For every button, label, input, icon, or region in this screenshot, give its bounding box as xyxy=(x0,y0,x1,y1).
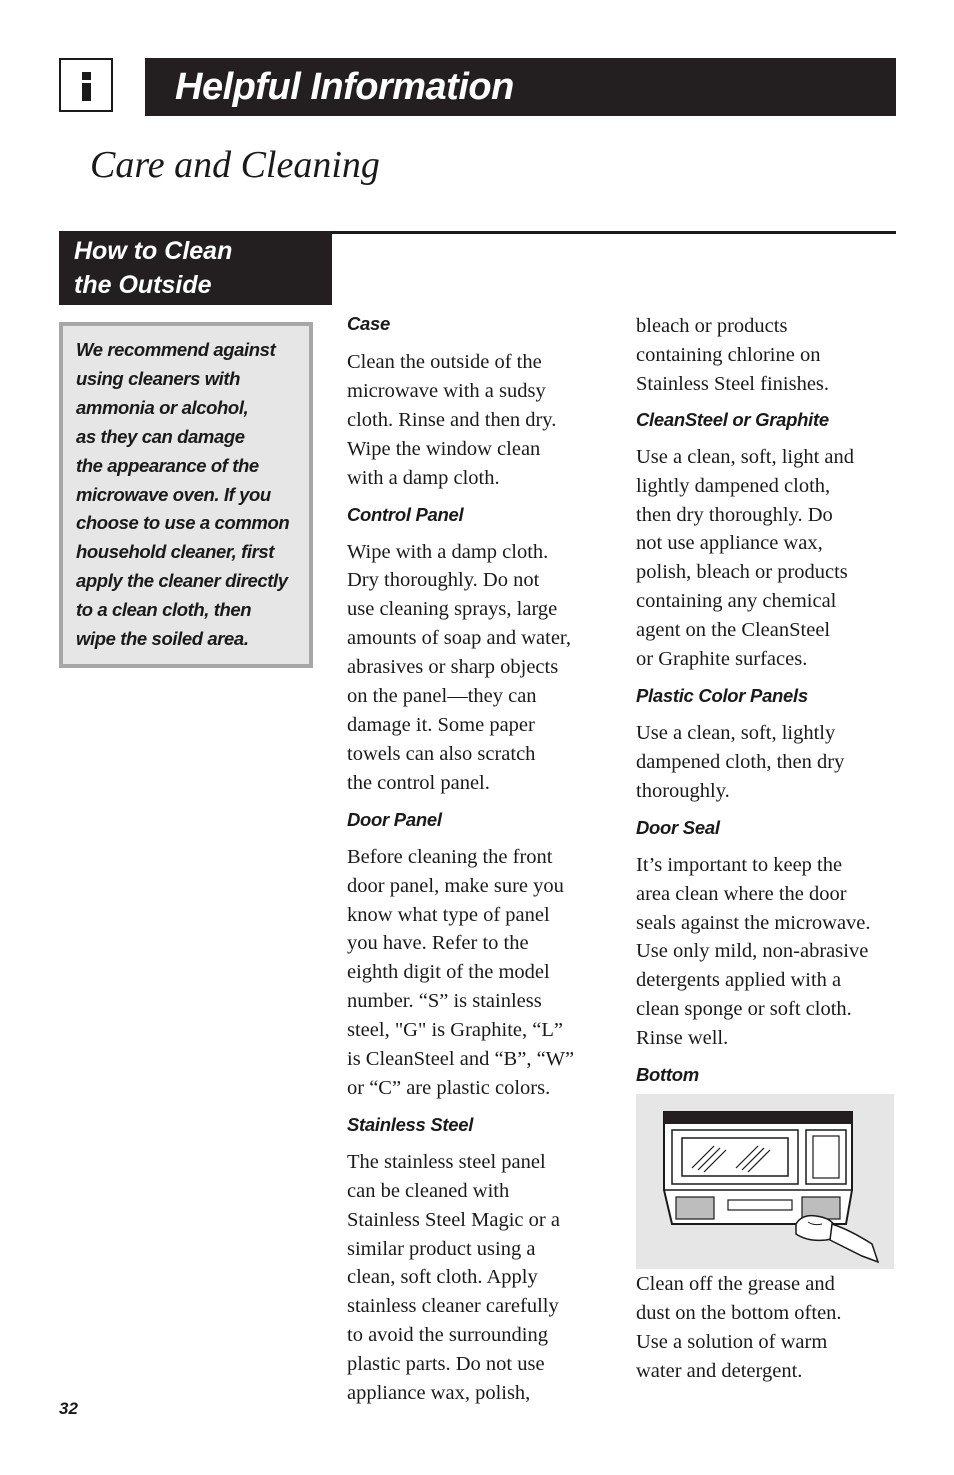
section-divider xyxy=(331,231,896,234)
page-number: 32 xyxy=(59,1399,78,1418)
door-panel-section xyxy=(347,808,609,1103)
control-panel-text: Wipe with a damp cloth. Dry thoroughly. Do not use cleaning sprays, large amounts of soap and water, abrasives or sharp objects on the panel—they can damage it. Some paper towels can also scratch the control panel. xyxy=(347,540,572,794)
microwave-bottom-cleaning-illustration xyxy=(636,1094,894,1269)
page-title: Care and Cleaning xyxy=(90,144,380,186)
case-section xyxy=(347,312,609,493)
stainless-steel-title: Stainless Steel xyxy=(347,1113,474,1135)
control-panel-title: Control Panel xyxy=(347,503,464,525)
plastic-panels-section xyxy=(636,684,898,806)
door-panel-title: Door Panel xyxy=(347,808,442,830)
info-icon xyxy=(59,58,113,112)
section-heading: How to Clean the Outside xyxy=(74,237,233,299)
warning-callout xyxy=(59,322,313,668)
bottom-title: Bottom xyxy=(636,1064,699,1086)
warning-text: We recommend against using cleaners with ammonia or alcohol, as they can damage the appearance of the microwave oven. If you choose to use a common household cleaner, first apply the cleaner directly to a clean cloth, then wipe the soiled area. xyxy=(76,339,290,650)
stainless-steel-text: The stainless steel panel can be cleaned with Stainless Steel Magic or a similar product using a clean, soft cloth. Apply stainless cleaner carefully to avoid the surrounding plastic parts. Do not use appliance wax, polish, xyxy=(347,1150,560,1405)
plastic-panels-text: Use a clean, soft, lightly dampened cloth, then dry thoroughly. xyxy=(636,721,845,802)
bottom-text: Clean off the grease and dust on the bottom often. Use a solution of warm water and detergent. xyxy=(636,1273,842,1382)
cleansteel-section xyxy=(636,408,898,674)
control-panel-section xyxy=(347,503,609,798)
door-seal-title: Door Seal xyxy=(636,816,720,838)
section-heading-box xyxy=(59,231,332,305)
content-column-1 xyxy=(347,312,609,1408)
info-icon-glyph xyxy=(61,60,111,110)
header-title: Helpful Information xyxy=(175,66,514,108)
cleansteel-title: CleanSteel or Graphite xyxy=(636,408,829,430)
stainless-steel-continued-text: bleach or products containing chlorine on Stainless Steel finishes. xyxy=(636,315,830,395)
case-text: Clean the outside of the microwave with a sudsy cloth. Rinse and then dry. Wipe the window clean with a damp cloth. xyxy=(347,351,557,489)
case-title: Case xyxy=(347,313,391,334)
door-seal-section xyxy=(636,816,898,1053)
stainless-steel-section xyxy=(347,1113,609,1408)
header-bar xyxy=(145,58,896,116)
plastic-panels-title: Plastic Color Panels xyxy=(636,684,808,706)
content-column-2 xyxy=(636,312,898,1386)
bottom-section xyxy=(636,1063,898,1386)
cleansteel-text: Use a clean, soft, light and lightly dampened cloth, then dry thoroughly. Do not use appliance wax, polish, bleach or products containing any chemical agent on the CleanSteel or Graphite surfaces. xyxy=(636,445,855,671)
door-seal-text: It’s important to keep the area clean where the door seals against the microwave. Use only mild, non-abrasive detergents applied with a clean sponge or soft cloth. Rinse well. xyxy=(636,853,871,1050)
door-panel-text: Before cleaning the front door panel, make sure you know what type of panel you have. Refer to the eighth digit of the model number. “S” is stainless steel, "G" is Graphite, “L” is CleanSteel and “B”, “W” or “C” are plastic colors. xyxy=(347,845,575,1099)
